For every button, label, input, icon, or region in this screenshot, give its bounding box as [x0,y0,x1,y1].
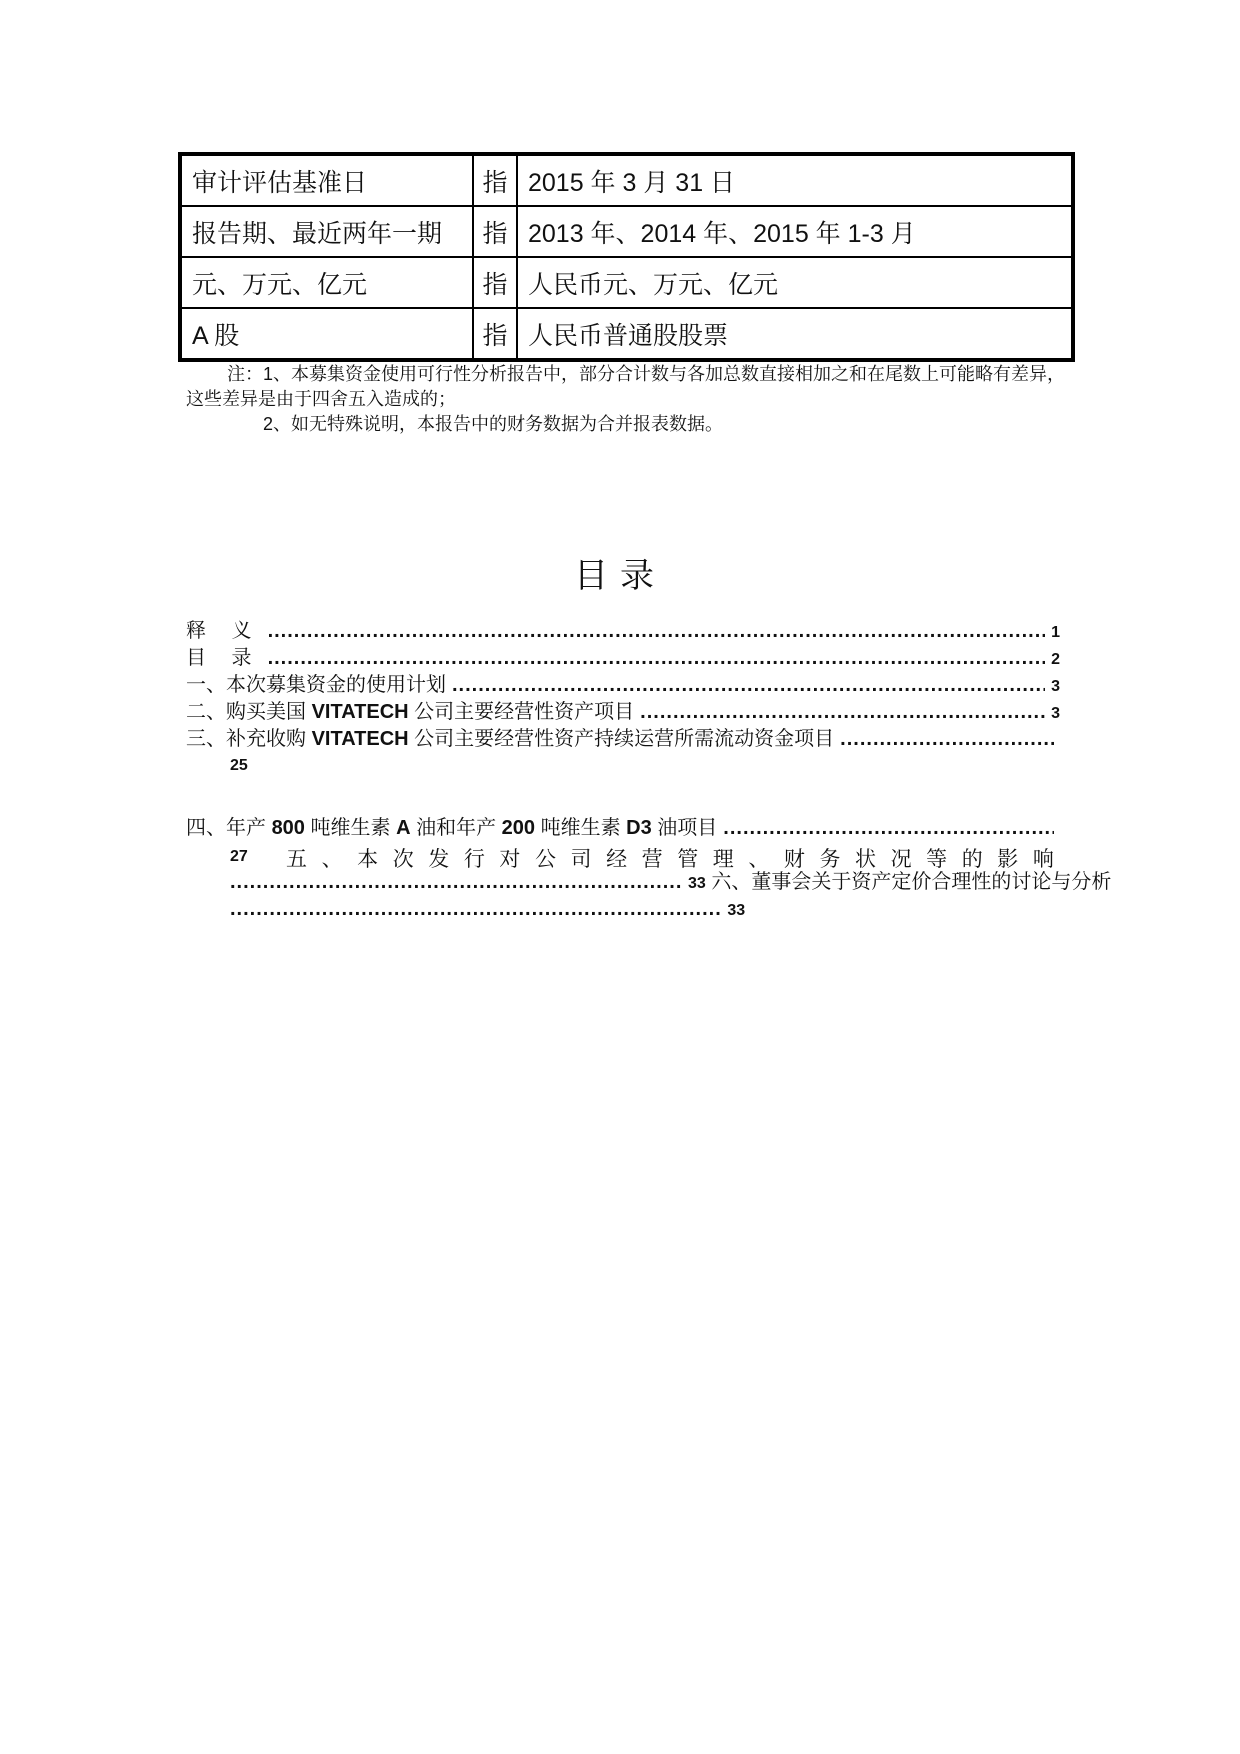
refers-cell: 指 [473,206,517,257]
toc-entry-label: 释 义 [186,620,262,642]
toc-entry-char: 理 [712,848,734,871]
leader-dots [452,672,1045,698]
toc-entry-char: 管 [677,848,699,871]
toc-entry-char: 等 [926,848,948,871]
note-1-line-1: 注：1、本募集资金使用可行性分析报告中，部分合计数与各加总数直接相加之和在尾数上可能略有差异， [227,364,1066,384]
meaning-cell: 人民币元、万元、亿元 [517,257,1073,308]
note-1-line-2: 这些差异是由于四舍五入造成的； [186,389,456,409]
note-2: 2、如无特殊说明，本报告中的财务数据为合并报表数据。 [263,414,724,434]
toc-entry-char: 司 [570,848,592,871]
term-cell: A 股 [180,308,473,360]
toc-entry-char: 五 [286,848,307,871]
toc-entry-label: 六、董事会关于资产定价合理性的讨论与分析 [711,871,1112,893]
toc-page-number: 3 [1051,705,1060,722]
refers-cell: 指 [473,154,517,206]
meaning-cell: 2015 年 3 月 31 日 [517,154,1073,206]
toc-entry-char: 发 [428,848,450,871]
toc-entry-char: 对 [499,848,521,871]
leader-dots [640,699,1045,725]
toc-entry-char: 财 [783,848,805,871]
leader-dots: ..................................................................... [230,871,683,893]
toc-entry-char: 的 [961,848,983,871]
toc-entry-char: 经 [606,848,628,871]
toc-title: 目录 [574,557,666,595]
toc-entry-label: 一、本次募集资金的使用计划 [186,674,446,696]
toc-page-number: 2 [1051,651,1060,668]
toc-page-number: 27 [230,848,248,865]
toc-page-number: 3 [1051,678,1060,695]
toc-entry[interactable] [186,699,1060,727]
toc-entry[interactable] [186,815,1060,841]
toc-entry-label: 二、购买美国 VITATECH 公司主要经营性资产项目 [186,701,635,723]
toc-entry-char: 、 [748,848,770,871]
toc-entry[interactable] [186,726,1060,752]
leader-dots: ........................................................................... [230,898,722,920]
table-row [180,308,1073,360]
definitions-table [178,152,1075,362]
toc-entry-char: 影 [997,848,1019,871]
toc-entry-char: 营 [641,848,663,871]
leader-dots [268,645,1046,671]
refers-cell: 指 [473,308,517,360]
toc-page-number: 1 [1051,624,1060,641]
table-row [180,206,1073,257]
toc-entry-char: 行 [463,848,485,871]
leader-dots [840,726,1054,752]
toc-entry[interactable] [186,672,1060,700]
table-row [180,154,1073,206]
leader-dots [723,815,1054,841]
toc-page-number: 33 [687,875,706,892]
term-cell: 元、万元、亿元 [180,257,473,308]
toc-entry-char: 状 [855,848,876,871]
toc-entry-char: 、 [321,848,343,871]
toc-entry-char: 本 [357,848,379,871]
table-row [180,257,1073,308]
toc-entry-char: 公 [534,848,556,871]
toc-entry[interactable] [186,618,1060,646]
leader-dots [268,618,1046,644]
term-cell: 审计评估基准日 [180,154,473,206]
toc-entry-char: 务 [819,848,841,871]
toc-entry[interactable] [230,896,745,924]
toc-entry-char: 况 [890,848,912,871]
meaning-cell: 人民币普通股股票 [517,308,1073,360]
toc-entry[interactable] [186,645,1060,673]
toc-entry-label: 四、年产 800 吨维生素 A 油和年产 200 吨维生素 D3 油项目 [186,817,718,839]
toc-entry-char: 次 [392,848,414,871]
term-cell: 报告期、最近两年一期 [180,206,473,257]
toc-entry-char: 响 [1032,848,1054,871]
meaning-cell: 2013 年、2014 年、2015 年 1-3 月 [517,206,1073,257]
toc-page-number: 33 [727,902,746,919]
toc-entry[interactable] [230,869,1111,897]
refers-cell: 指 [473,257,517,308]
toc-entry-label: 三、补充收购 VITATECH 公司主要经营性资产持续运营所需流动资金项目 [186,728,835,750]
toc-page-number: 25 [230,757,248,774]
toc-entry-label: 目 录 [186,647,262,669]
